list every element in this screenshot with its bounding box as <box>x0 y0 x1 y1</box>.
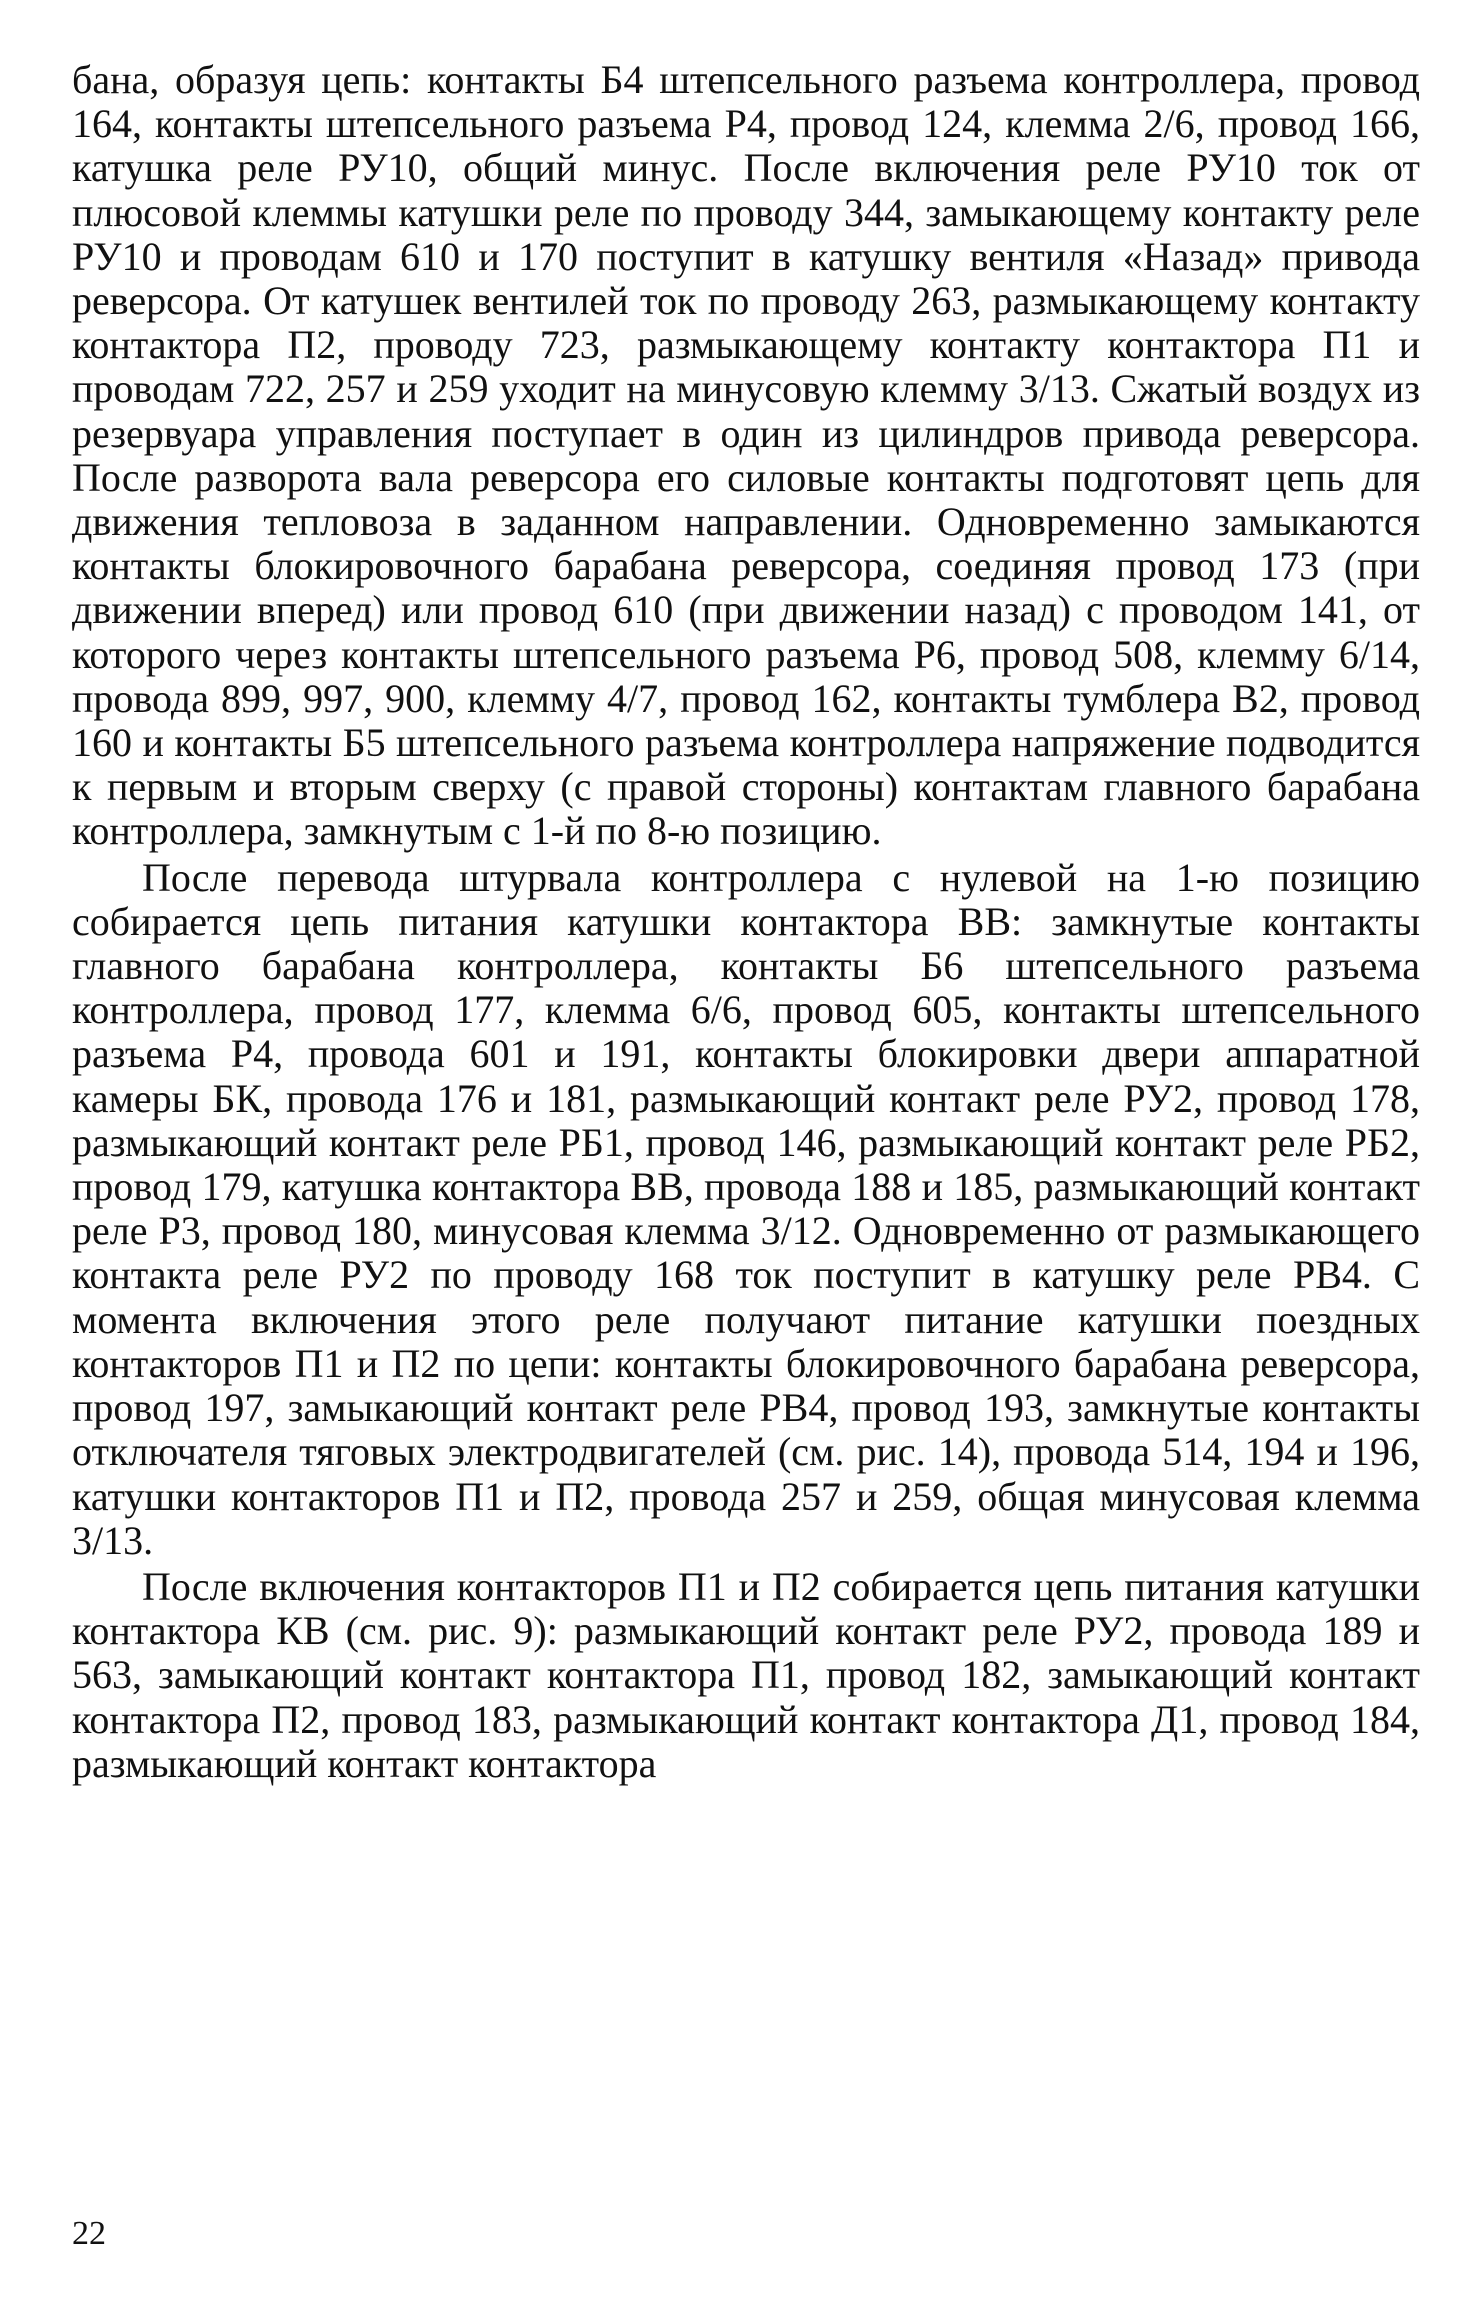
body-text <box>72 58 1420 1788</box>
paragraph-3: После включения контакторов П1 и П2 собирается цепь питания катушки контактора КВ (см. рис. 9): размыкающий контакт реле РУ2, провода 189 и 563, замыкающий контакт контактора П1, провод 182, замыкающий контакт контактора П2, провод 183, размыкающий контакт контактора Д1, провод 184, размыкающий контакт контактора <box>72 1563 1420 1786</box>
page-number: 22 <box>72 2215 106 2252</box>
paragraph-1: бана, образуя цепь: контакты Б4 штепсельного разъема контроллера, провод 164, контакты штепсельного разъема Р4, провод 124, клемма 2/6, провод 166, катушка реле РУ10, общий минус. После включения реле РУ10 ток от плюсовой клеммы катушки реле по проводу 344, замыкающему контакту реле РУ10 и проводам 610 и 170 поступит в катушку вентиля «Назад» привода реверсора. От катушек вентилей ток по проводу 263, размыкающему контакту контактора П2, проводу 723, размыкающему контакту контактора П1 и проводам 722, 257 и 259 уходит на минусовую клемму 3/13. Сжатый воздух из резервуара управления поступает в один из цилиндров привода реверсора. После разворота вала реверсора его силовые контакты подготовят цепь для движения тепловоза в заданном направлении. Одновременно замыкаются контакты блокировочного барабана реверсора, соединяя провод 173 (при движении вперед) или провод 610 (при движении назад) с проводом 141, от которого через контакты штепсельного разъема Р6, провод 508, клемму 6/14, провода 899, 997, 900, клемму 4/7, провод 162, контакты тумблера В2, провод 160 и контакты Б5 штепсельного разъема контроллера напряжение подводится к первым и вторым сверху (с правой стороны) контактам главного барабана контроллера, замкнутым с 1-й по 8-ю позицию. <box>72 57 1420 854</box>
paragraph-2: После перевода штурвала контроллера с нулевой на 1-ю позицию собирается цепь питания катушки контактора ВВ: замкнутые контакты главного барабана контроллера, контакты Б6 штепсельного разъема контроллера, провод 177, клемма 6/6, провод 605, контакты штепсельного разъема Р4, провода 601 и 191, контакты блокировки двери аппаратной камеры БК, провода 176 и 181, размыкающий контакт реле РУ2, провод 178, размыкающий контакт реле РБ1, провод 146, размыкающий контакт реле РБ2, провод 179, катушка контактора ВВ, провода 188 и 185, размыкающий контакт реле Р3, провод 180, минусовая клемма 3/12. Одновременно от размыкающего контакта реле РУ2 по проводу 168 ток поступит в катушку реле РВ4. С момента включения этого реле получают питание катушки поездных контакторов П1 и П2 по цепи: контакты блокировочного барабана реверсора, провод 197, замыкающий контакт реле РВ4, провод 193, замкнутые контакты отключателя тяговых электродвигателей (см. рис. 14), провода 514, 194 и 196, катушки контакторов П1 и П2, провода 257 и 259, общая минусовая клемма 3/13. <box>72 854 1420 1563</box>
